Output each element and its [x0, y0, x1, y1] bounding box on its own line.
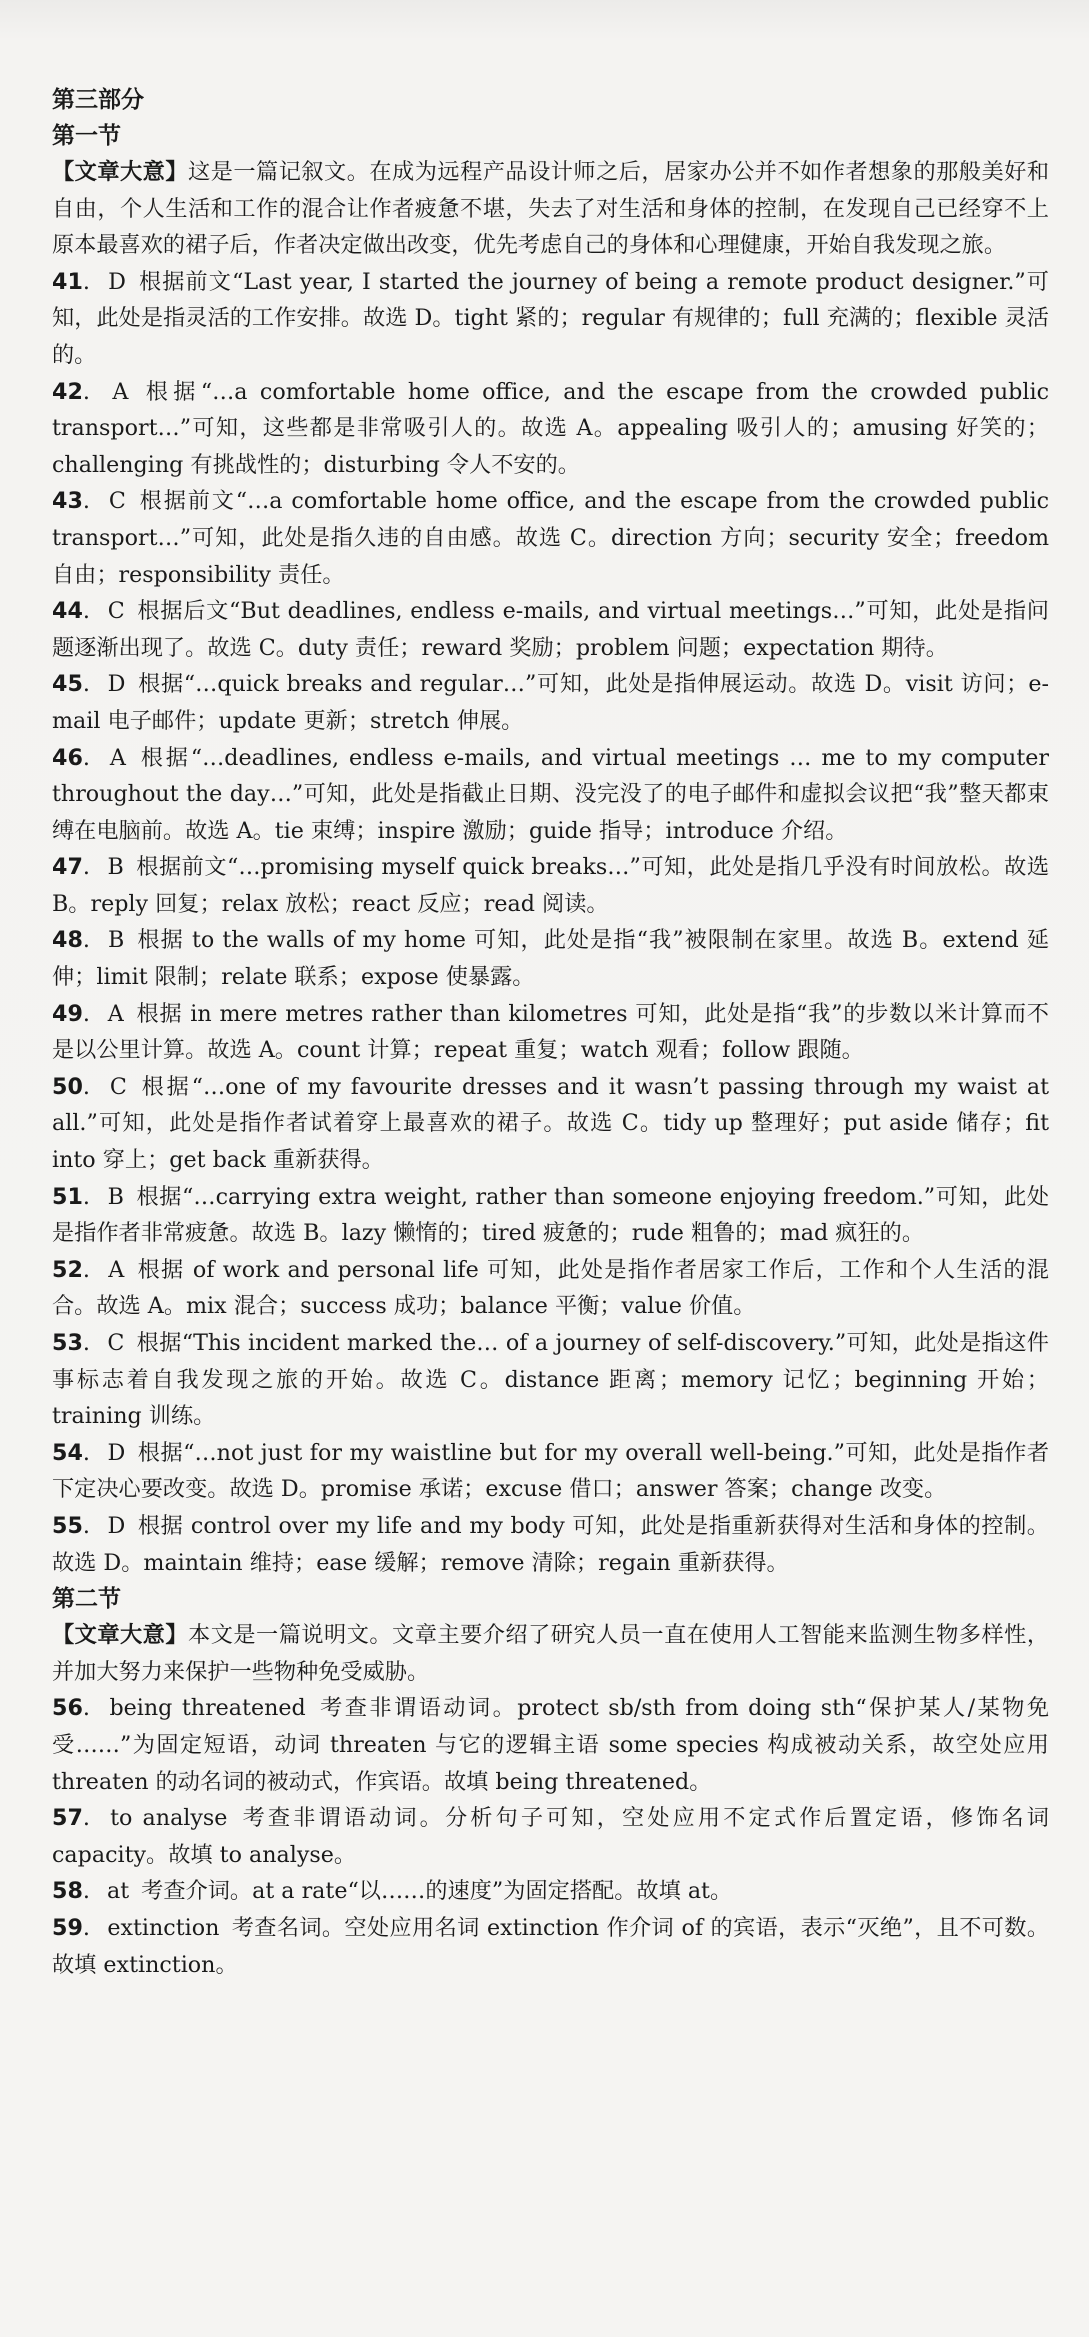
answer-letter: D	[107, 671, 126, 698]
section-1-title: 第一节	[52, 123, 121, 149]
explanation: 根据“…carrying extra weight, rather than someone enjoying freedom.”可知，此处是指作者非常疲惫。故选 B。lazy 懒惰的；tired 疲惫的；rude 粗鲁的；mad 疯狂的。	[52, 1183, 1050, 1247]
answer-item-49: 49. A 根据 in mere metres rather than kilometres 可知，此处是指“我”的步数以米计算而不是以公里计算。故选 A。count 计算；repeat 重复；watch 观看；follow 跟随。	[52, 1000, 1049, 1064]
answer-item-45: 45. D 根据“…quick breaks and regular…”可知，此处是指伸展运动。故选 D。visit 访问；e-mail 电子邮件；update 更新；stretch 伸展。	[52, 671, 1050, 734]
answer-item-43: 43. C 根据前文“…a comfortable home office, and the escape from the crowded public transport…”可知，此处是指久违的自由感。故选 C。direction 方向；security 安全；freedom 自由；responsibility 责任。	[52, 488, 1049, 588]
explanation: 根据后文“But deadlines, endless e-mails, and virtual meetings…”可知，此处是指问题逐渐出现了。故选 C。duty 责任；reward 奖励；problem 问题；expectation 期待。	[52, 598, 1049, 661]
explanation: 考查名词。空处应用名词 extinction 作介词 of 的宾语，表示“灭绝”，且不可数。故填 extinction。	[52, 1914, 1050, 1978]
section-2-answers	[52, 1690, 1049, 1983]
answer-item-46: 46. A 根据“…deadlines, endless e-mails, and virtual meetings … me to my computer throughout the day…”可知，此处是指截止日期、没完没了的电子邮件和虚拟会议把“我”整天都束缚在电脑前。故选 A。tie 束缚；inspire 激励；guide 指导；introduce 介绍。	[52, 744, 1049, 844]
question-number: 46	[52, 744, 83, 771]
answer-item-55: 55. D 根据 control over my life and my body 可知，此处是指重新获得对生活和身体的控制。故选 D。maintain 维持；ease 缓解；remove 清除；regain 重新获得。	[52, 1512, 1049, 1576]
answer-item-59: 59. extinction 考查名词。空处应用名词 extinction 作介词 of 的宾语，表示“灭绝”，且不可数。故填 extinction。	[52, 1914, 1050, 1978]
answer-letter: C	[108, 488, 126, 515]
explanation: 根据“…not just for my waistline but for my overall well-being.”可知，此处是指作者下定决心要改变。故选 D。promise 承诺；excuse 借口；answer 答案；change 改变。	[52, 1439, 1050, 1503]
answer-item-47: 47. B 根据前文“…promising myself quick breaks…”可知，此处是指几乎没有时间放松。故选 B。reply 回复；relax 放松；react 反应；read 阅读。	[52, 854, 1050, 917]
answer-letter: C	[109, 1073, 127, 1100]
answer-item-54: 54. D 根据“…not just for my waistline but for my overall well-being.”可知，此处是指作者下定决心要改变。故选 D。promise 承诺；excuse 借口；answer 答案；change 改变。	[52, 1439, 1050, 1503]
section-1-summary	[52, 154, 1049, 264]
answer-letter: B	[107, 854, 124, 881]
question-number: 48	[52, 927, 83, 954]
question-number: 59	[52, 1914, 83, 1941]
question-number: 50	[52, 1073, 83, 1100]
question-number: 45	[52, 671, 83, 698]
answer-item-44: 44. C 根据后文“But deadlines, endless e-mails, and virtual meetings…”可知，此处是指问题逐渐出现了。故选 C。duty 责任；reward 奖励；problem 问题；expectation 期待。	[52, 598, 1049, 661]
explanation: 根据“…one of my favourite dresses and it wasn’t passing through my waist at all.”可知，此处是指作者试着穿上最喜欢的裙子。故选 C。tidy up 整理好；put aside 储存；fit into 穿上；get back 重新获得。	[52, 1073, 1049, 1174]
summary-text: 本文是一篇说明文。文章主要介绍了研究人员一直在使用人工智能来监测生物多样性，并加大努力来保护一些物种免受威胁。	[52, 1622, 1050, 1685]
answer-item-41: 41. D 根据前文“Last year, I started the journey of being a remote product designer.”可知，此处是指灵活的工作安排。故选 D。tight 紧的；regular 有规律的；full 充满的；flexible 灵活的。	[52, 268, 1049, 368]
explanation: 考查非谓语动词。protect sb/sth from doing sth“保护某人/某物免受……”为固定短语，动词 threaten 与它的逻辑主语 some species 构成被动关系，故空处应用 threaten 的动名词的被动式，作宾语。故填 being threatened。	[52, 1695, 1050, 1795]
question-number: 44	[52, 598, 83, 625]
explanation: 根据 control over my life and my body 可知，此处是指重新获得对生活和身体的控制。故选 D。maintain 维持；ease 缓解；remove 清除；regain 重新获得。	[52, 1512, 1049, 1576]
summary-text: 这是一篇记叙文。在成为远程产品设计师之后，居家办公并不如作者想象的那般美好和自由，个人生活和工作的混合让作者疲惫不堪，失去了对生活和身体的控制，在发现自己已经穿不上原本最喜欢的裙子后，作者决定做出改变，优先考虑自己的身体和心理健康，开始自我发现之旅。	[52, 159, 1050, 259]
answer-letter: A	[108, 1256, 125, 1283]
question-number: 43	[52, 488, 83, 515]
explanation: 根据 in mere metres rather than kilometres 可知，此处是指“我”的步数以米计算而不是以公里计算。故选 A。count 计算；repeat 重复；watch 观看；follow 跟随。	[52, 1000, 1049, 1064]
explanation: 根据“…quick breaks and regular…”可知，此处是指伸展运动。故选 D。visit 访问；e-mail 电子邮件；update 更新；stretch 伸展。	[52, 671, 1050, 734]
answer-item-48: 48. B 根据 to the walls of my home 可知，此处是指“我”被限制在家里。故选 B。extend 延伸；limit 限制；relate 联系；expose 使暴露。	[52, 927, 1049, 991]
explanation: 根据“…deadlines, endless e-mails, and virtual meetings … me to my computer throughout the day…”可知，此处是指截止日期、没完没了的电子邮件和虚拟会议把“我”整天都束缚在电脑前。故选 A。tie 束缚；inspire 激励；guide 指导；introduce 介绍。	[52, 744, 1049, 844]
answer-letter: D	[107, 1512, 126, 1539]
answer-item-51: 51. B 根据“…carrying extra weight, rather than someone enjoying freedom.”可知，此处是指作者非常疲惫。故选 B。lazy 懒惰的；tired 疲惫的；rude 粗鲁的；mad 疯狂的。	[52, 1183, 1050, 1247]
question-number: 57	[52, 1805, 83, 1832]
question-number: 41	[52, 268, 83, 295]
explanation: 根据 of work and personal life 可知，此处是指作者居家工作后，工作和个人生活的混合。故选 A。mix 混合；success 成功；balance 平衡；value 价值。	[52, 1256, 1049, 1320]
section-2-summary	[52, 1617, 1049, 1690]
answer-item-53: 53. C 根据“This incident marked the… of a journey of self-discovery.”可知，此处是指这件事标志着自我发现之旅的开始。故选 C。distance 距离；memory 记忆；beginning 开始；training 训练。	[52, 1330, 1049, 1430]
explanation: 根据“This incident marked the… of a journey of self-discovery.”可知，此处是指这件事标志着自我发现之旅的开始。故选 C。distance 距离；memory 记忆；beginning 开始；training 训练。	[52, 1330, 1049, 1430]
answer-letter: A	[107, 1000, 124, 1027]
question-number: 54	[52, 1439, 83, 1466]
question-number: 49	[52, 1000, 83, 1027]
explanation: 根据前文“…a comfortable home office, and the escape from the crowded public transport…”可知，此处是指久违的自由感。故选 C。direction 方向；security 安全；freedom 自由；responsibility 责任。	[52, 488, 1049, 588]
question-number: 55	[52, 1512, 83, 1539]
explanation: 考查非谓语动词。分析句子可知，空处应用不定式作后置定语，修饰名词 capacity。故填 to analyse。	[52, 1805, 1049, 1868]
answer-letter: D	[108, 268, 126, 295]
answer-item-57: 57. to analyse 考查非谓语动词。分析句子可知，空处应用不定式作后置定语，修饰名词 capacity。故填 to analyse。	[52, 1805, 1049, 1868]
answer-word: at	[107, 1878, 130, 1905]
answer-letter: C	[107, 1330, 125, 1356]
section-1-answers	[52, 264, 1049, 1581]
question-number: 53	[52, 1330, 83, 1356]
answer-letter: B	[107, 1183, 124, 1210]
question-number: 58	[52, 1878, 83, 1905]
section-2-title: 第二节	[52, 1586, 121, 1613]
explanation: 根据前文“Last year, I started the journey of being a remote product designer.”可知，此处是指灵活的工作安排。故选 D。tight 紧的；regular 有规律的；full 充满的；flexible 灵活的。	[52, 268, 1049, 368]
question-number: 52	[52, 1256, 83, 1283]
answer-item-50: 50. C 根据“…one of my favourite dresses and it wasn’t passing through my waist at all.”可知，此处是指作者试着穿上最喜欢的裙子。故选 C。tidy up 整理好；put aside 储存；fit into 穿上；get back 重新获得。	[52, 1073, 1049, 1174]
answer-letter: B	[108, 927, 125, 954]
answer-letter: A	[112, 378, 129, 405]
answer-letter: C	[107, 598, 125, 625]
answer-item-42: 42. A 根据“…a comfortable home office, and the escape from the crowded public transport…”可知，这些都是非常吸引人的。故选 A。appealing 吸引人的；amusing 好笑的；challenging 有挑战性的；disturbing 令人不安的。	[52, 378, 1049, 478]
summary-tag: 【文章大意】	[52, 1622, 189, 1649]
answer-word: extinction	[107, 1914, 220, 1941]
question-number: 47	[52, 854, 83, 881]
answer-word: being threatened	[109, 1695, 306, 1722]
explanation: 根据“…a comfortable home office, and the escape from the crowded public transport…”可知，这些都是非常吸引人的。故选 A。appealing 吸引人的；amusing 好笑的；challenging 有挑战性的；disturbing 令人不安的。	[52, 378, 1049, 478]
explanation: 根据前文“…promising myself quick breaks…”可知，此处是指几乎没有时间放松。故选 B。reply 回复；relax 放松；react 反应；read 阅读。	[52, 854, 1050, 917]
answer-letter: D	[107, 1439, 126, 1466]
answer-item-56: 56. being threatened 考查非谓语动词。protect sb/sth from doing sth“保护某人/某物免受……”为固定短语，动词 threaten 与它的逻辑主语 some species 构成被动关系，故空处应用 threaten 的动名词的被动式，作宾语。故填 being threatened。	[52, 1695, 1050, 1795]
answer-item-52: 52. A 根据 of work and personal life 可知，此处是指作者居家工作后，工作和个人生活的混合。故选 A。mix 混合；success 成功；balance 平衡；value 价值。	[52, 1256, 1049, 1320]
answer-word: to analyse	[110, 1805, 228, 1832]
question-number: 51	[52, 1183, 83, 1210]
explanation: 根据 to the walls of my home 可知，此处是指“我”被限制在家里。故选 B。extend 延伸；limit 限制；relate 联系；expose 使暴露。	[52, 927, 1049, 991]
part-title: 第三部分	[52, 87, 144, 113]
answer-letter: A	[109, 744, 126, 771]
question-number: 42	[52, 378, 83, 405]
explanation: 考查介词。at a rate“以……的速度”为固定搭配。故填 at。	[141, 1878, 733, 1905]
question-number: 56	[52, 1695, 83, 1722]
summary-tag: 【文章大意】	[52, 159, 189, 185]
answer-item-58: 58. at 考查介词。at a rate“以……的速度”为固定搭配。故填 at。	[52, 1878, 733, 1905]
